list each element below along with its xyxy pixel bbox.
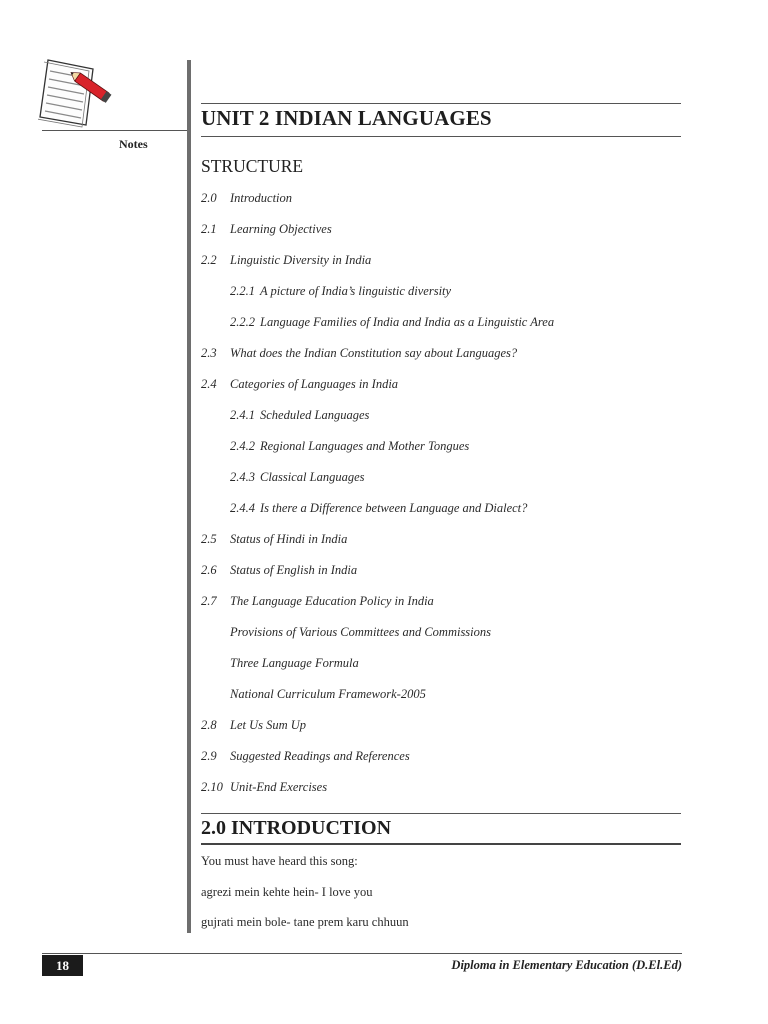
toc-subitem: National Curriculum Framework-2005 xyxy=(230,687,426,701)
toc-item: 2.2 Linguistic Diversity in India xyxy=(201,253,372,267)
body-text: gujrati mein bole- tane prem karu chhuun xyxy=(201,915,409,929)
notes-label: Notes xyxy=(119,137,148,151)
footer-title: Diploma in Elementary Education (D.El.Ed) xyxy=(451,958,682,972)
toc-subitem: 2.4.2 Regional Languages and Mother Tongues xyxy=(230,439,470,453)
section-heading: 2.0 INTRODUCTION xyxy=(201,817,392,839)
toc-item: 2.1 Learning Objectives xyxy=(201,222,332,236)
title-bottom-rule xyxy=(201,136,681,137)
toc-subitem: 2.4.3 Classical Languages xyxy=(230,470,365,484)
toc-item: 2.5 Status of Hindi in India xyxy=(201,532,348,546)
toc-item: 2.0 Introduction xyxy=(201,191,293,205)
notes-icon xyxy=(38,55,118,130)
intro-bottom-rule xyxy=(201,843,681,845)
unit-title: UNIT 2 INDIAN LANGUAGES xyxy=(201,106,492,130)
footer-rule xyxy=(42,953,682,954)
body-text: You must have heard this song: xyxy=(201,854,358,868)
body-text: agrezi mein kehte hein- I love you xyxy=(201,885,373,899)
toc-item: 2.6 Status of English in India xyxy=(201,563,358,577)
title-top-rule xyxy=(201,103,681,104)
margin-rule xyxy=(187,60,191,933)
toc-subitem: Three Language Formula xyxy=(230,656,359,670)
toc-subitem: 2.2.2 Language Families of India and India as a Linguistic Area xyxy=(230,315,555,329)
table-of-contents xyxy=(201,188,681,808)
toc-subitem: Provisions of Various Committees and Commissions xyxy=(230,625,492,639)
toc-subitem: 2.2.1 A picture of India’s linguistic diversity xyxy=(230,284,452,298)
toc-item: 2.4 Categories of Languages in India xyxy=(201,377,399,391)
toc-item: 2.9 Suggested Readings and References xyxy=(201,749,410,763)
page-number: 18 xyxy=(42,955,83,976)
toc-item: 2.10 Unit-End Exercises xyxy=(201,780,328,794)
toc-item: 2.8 Let Us Sum Up xyxy=(201,718,307,732)
toc-subitem: 2.4.1 Scheduled Languages xyxy=(230,408,370,422)
toc-item: 2.7 The Language Education Policy in India xyxy=(201,594,434,608)
structure-heading: STRUCTURE xyxy=(201,156,304,176)
toc-subitem: 2.4.4 Is there a Difference between Language and Dialect? xyxy=(230,501,528,515)
intro-top-rule xyxy=(201,813,681,814)
toc-item: 2.3 What does the Indian Constitution say about Languages? xyxy=(201,346,518,360)
notes-divider xyxy=(42,130,187,131)
